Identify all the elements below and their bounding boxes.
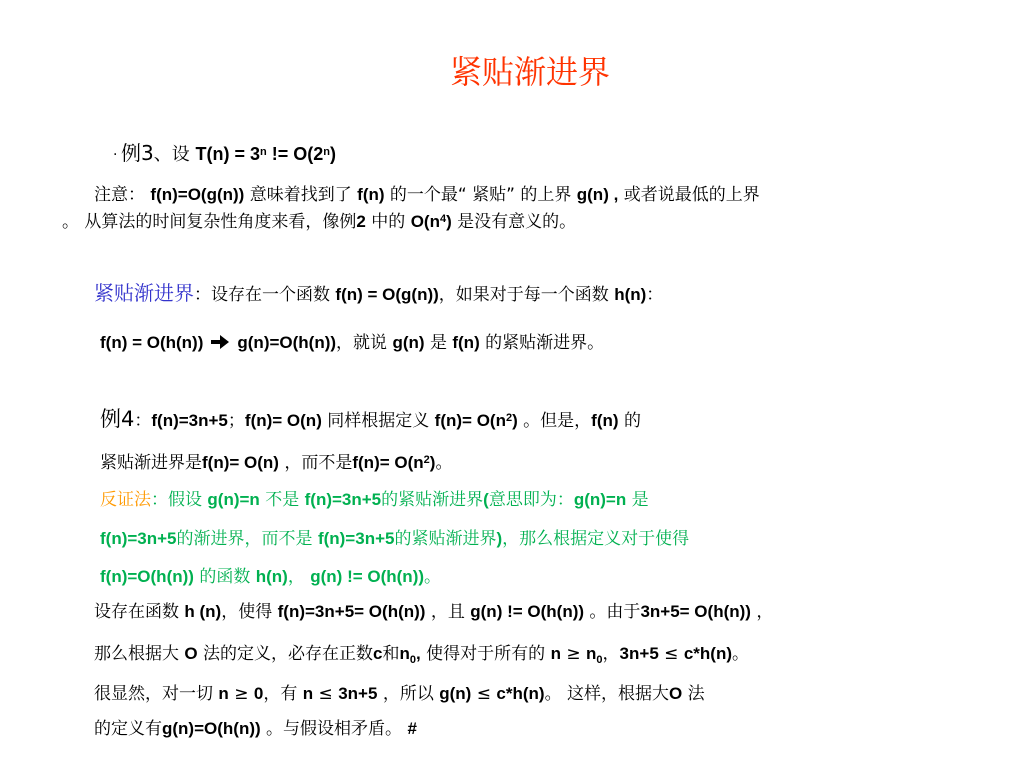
definition-line-2: f(n) = O(h(n)) g(n)=O(h(n))，就说 g(n) 是 f(n) 的紧贴渐进界。 (100, 333, 605, 353)
bullet-dot: · (113, 147, 118, 163)
definition-line-1: 紧贴渐进界：设存在一个函数 f(n) = O(g(n))，如果对于每一个函数 h(n)： (94, 281, 664, 305)
conclusion-line-3: 很显然，对一切 n ≥ 0，有 n ≤ 3n+5 ，所以 g(n) ≤ c*h(n)。 这样，根据大O 法 (94, 684, 705, 704)
conclusion-line-1: 设存在函数 h (n)，使得 f(n)=3n+5= O(h(n)) ，且 g(n) != O(h(n)) 。由于3n+5= O(h(n)) ， (94, 602, 774, 622)
example4-line-1: 例4：f(n)=3n+5；f(n)= O(n) 同样根据定义 $f(n)= O(n^2)$ 。但是，f(n) 的 (100, 407, 641, 431)
note-line-2: 。 从算法的时间复杂性角度来看，像例2 中的 $O(n^4)$ 是没有意义的。 (62, 212, 577, 232)
conclusion-line-2: 那么根据大 O 法的定义，必存在正数c和$n_0$, 使得对于所有的 $n \ge n_0$，3n+5 ≤ c*h(n)。 (94, 644, 750, 666)
proof-line-1: 反证法：假设 g(n)=n 不是 f(n)=3n+5的紧贴渐进界(意思即为：g(n)=n 是 (100, 490, 649, 510)
example3-line: 例3、设 $T(n) = 3^n$ != $O(2^n)$ (121, 141, 336, 165)
proof-line-2: f(n)=3n+5的渐进界，而不是 f(n)=3n+5的紧贴渐进界)，那么根据定义对于使得 (100, 529, 690, 549)
page-title: 紧贴渐进界 (450, 53, 611, 91)
definition-term: 紧贴渐进界 (94, 281, 194, 305)
example4-label: 例4 (100, 407, 135, 431)
proof-label: 反证法 (100, 490, 151, 510)
example3-label: 例3 (121, 141, 154, 165)
example4-line-2: 紧贴渐进界是f(n)= O(n) ，而不是$f(n)= O(n^2)$。 (100, 453, 453, 473)
note-line-1: 注意： f(n)=O(g(n)) 意味着找到了 f(n) 的一个最“ 紧贴” 的上界 g(n) , 或者说最低的上界 (94, 185, 760, 205)
proof-line-3: f(n)=O(h(n)) 的函数 h(n)， g(n) != O(h(n))。 (100, 567, 442, 587)
right-arrow-icon (211, 335, 229, 349)
conclusion-line-4: 的定义有g(n)=O(h(n)) 。与假设相矛盾。 # (94, 719, 417, 739)
